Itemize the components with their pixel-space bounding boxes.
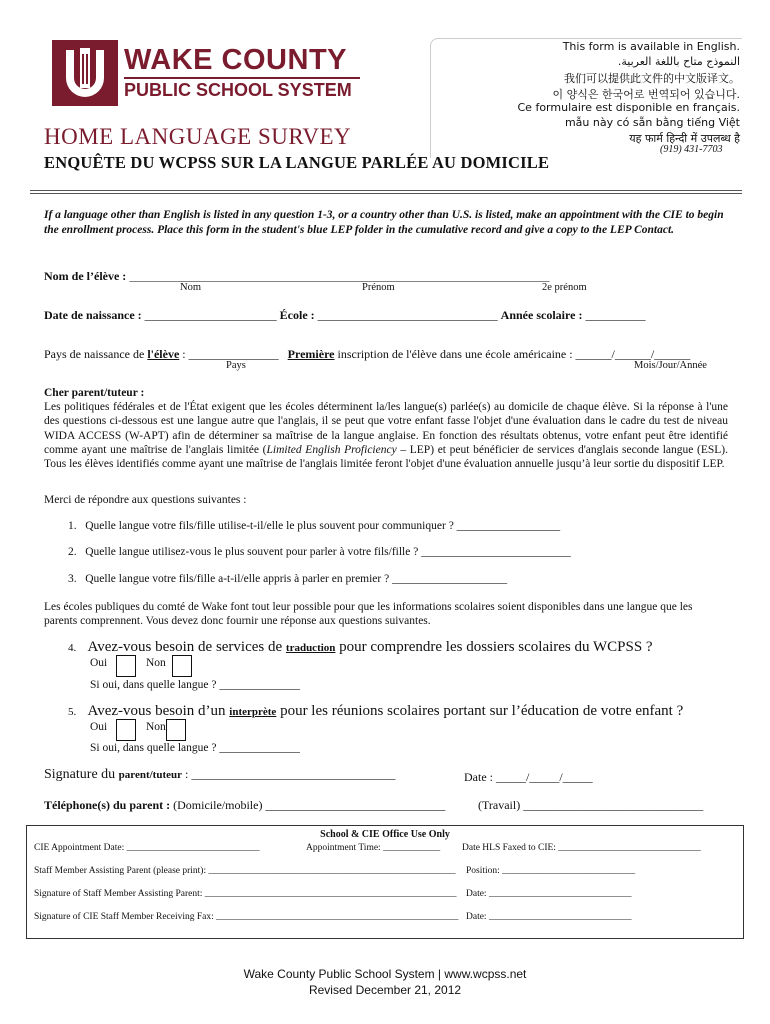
cie-appointment-date-field[interactable]: CIE Appointment Date: ____________________________ — [34, 843, 260, 853]
school-label: École : — [279, 308, 318, 322]
phone-number: (919) 431-7703 — [660, 144, 723, 155]
q4-oui-checkbox[interactable] — [116, 655, 136, 677]
footer-organization: Wake County Public School System | www.wcpss.net — [243, 967, 527, 981]
letter-body-em: Limited English Proficiency — [266, 443, 397, 456]
hls-faxed-date-field[interactable]: Date HLS Faxed to CIE: ______________________________ — [462, 843, 701, 853]
country-row — [44, 347, 690, 362]
dob-label: Date de naissance : — [44, 308, 145, 322]
home-phone-field[interactable]: (Domicile/mobile) ______________________________ — [173, 798, 446, 812]
parent-phone-row — [44, 798, 445, 813]
q5-underlined: interprète — [229, 706, 277, 718]
question-number: 3. — [68, 573, 77, 585]
first-enroll-field[interactable]: inscription de l'élève dans une école américaine : ______/______/______ — [334, 347, 691, 361]
sub-label-pays: Pays — [226, 360, 246, 371]
country-label: Pays de naissance de — [44, 347, 148, 361]
staff-notice: If a language other than English is listed in any question 1-3, or a country other than U.S. is listed, make an appointment with the CIE to begin the enrollment process. Place this form in the student's blue LEP folder in the cumulative record and give a copy to the LEP Contact. — [44, 209, 724, 236]
wcpss-logo-icon — [52, 40, 118, 106]
q5-text-b: pour les réunions scolaires portant sur l’éducation de votre enfant ? — [276, 703, 684, 719]
school-year-field[interactable]: __________ — [585, 308, 646, 322]
brand-divider — [124, 77, 360, 79]
lang-french: Ce formulaire est disponible en français. — [517, 101, 740, 114]
lang-hindi: यह फार्म हिन्दी में उपलब्ध है — [629, 132, 740, 145]
question-text: Quelle langue votre fils/fille utilise-t-il/elle le plus souvent pour communiquer ? __________________ — [85, 520, 561, 532]
page-subtitle: ENQUÊTE DU WCPSS SUR LA LANGUE PARLÉE AU DOMICILE — [44, 153, 550, 172]
signature-label-parent: parent/tuteur — [118, 769, 183, 781]
question-number: 4. — [68, 642, 77, 654]
lang-korean: 이 양식은 한국어로 번역되어 있습니다. — [552, 88, 740, 101]
sub-label-nom: Nom — [180, 282, 201, 293]
lang-arabic: .اﻟﻨﻤﻮذج ﻣﺘﺎح ﺑﺎﻟﻠﻐﺔ اﻟﻌﺮﺑﻴﺔ — [617, 55, 740, 68]
first-enroll-label-premiere: Première — [287, 347, 335, 361]
question-1[interactable] — [68, 520, 560, 532]
q5-language-field[interactable]: Si oui, dans quelle langue ? ______________ — [90, 742, 300, 754]
country-label-eleve: l'élève — [147, 347, 180, 361]
question-number: 1. — [68, 520, 77, 532]
letter-thanks: Merci de répondre aux questions suivantes : — [44, 494, 247, 506]
footer-revision-date: Revised December 21, 2012 — [308, 983, 462, 997]
country-label-colon: : — [179, 347, 189, 361]
q5-oui-label: Oui — [90, 721, 108, 733]
q4-oui-label: Oui — [90, 657, 108, 669]
lang-english: This form is available in English. — [562, 40, 740, 53]
question-2[interactable] — [68, 546, 571, 558]
parent-phone-label: Téléphone(s) du parent : — [44, 798, 174, 812]
letter-body-end: – LEP) et peut bénéficier de services d'anglais seconde langue (ESL). Tous les élèves identifiés comme ayant une maîtrise de l'anglais limitée feront l'objet d'une évaluation annuelle jusqu’à leur sortie du dispositif LEP. — [44, 443, 729, 471]
signature-row[interactable] — [44, 767, 395, 783]
sub-label-date: Mois/Jour/Année — [634, 360, 707, 371]
q5-oui-checkbox[interactable] — [116, 719, 136, 741]
q4-non-checkbox[interactable] — [172, 655, 192, 677]
schools-note: Les écoles publiques du comté de Wake font tout leur possible pour que les informations scolaires soient disponibles dans une langue que les parents comprennent. Vous devez donc fournir une réponse aux questions suivantes. — [44, 601, 693, 627]
country-field[interactable]: _______________ — [188, 347, 279, 361]
student-name-label: Nom de l’élève : — [44, 269, 130, 283]
question-text: Quelle langue votre fils/fille a-t-il/elle appris à parler en premier ? ____________________ — [85, 573, 508, 585]
q5-non-label: Non — [146, 721, 166, 733]
q4-underlined: traduction — [285, 642, 336, 654]
q4-text-b: pour comprendre les dossiers scolaires du WCPSS ? — [335, 639, 653, 655]
question-text: Quelle langue utilisez-vous le plus souvent pour parler à votre fils/fille ? __________________________ — [85, 546, 571, 558]
work-phone-field[interactable]: (Travail) ______________________________ — [478, 798, 704, 812]
question-4 — [68, 639, 653, 656]
page-title: HOME LANGUAGE SURVEY — [44, 124, 352, 149]
cie-staff-signature-field[interactable]: Signature of CIE Staff Member Receiving Fax: ___________________________________________________ — [34, 912, 459, 922]
letter-heading: Cher parent/tuteur : — [44, 387, 145, 399]
brand-subname: PUBLIC SCHOOL SYSTEM — [124, 80, 352, 100]
question-number: 2. — [68, 546, 77, 558]
signature-date-field[interactable]: Date : _____/_____/_____ — [464, 770, 593, 784]
signature-field[interactable]: : __________________________________ — [182, 767, 396, 781]
signature-label: Signature du — [44, 767, 119, 782]
school-field[interactable]: ______________________________ — [317, 308, 498, 322]
q5-text-a: Avez-vous besoin d’un — [87, 703, 230, 719]
q4-non-label: Non — [146, 657, 166, 669]
staff-member-name-field[interactable]: Staff Member Assisting Parent (please print): ____________________________________________________ — [34, 866, 456, 876]
office-heading: School & CIE Office Use Only — [320, 829, 450, 840]
staff-position-field[interactable]: Position: ____________________________ — [466, 866, 636, 876]
cie-staff-signature-date-field[interactable]: Date: ______________________________ — [466, 912, 632, 922]
question-5 — [68, 703, 683, 720]
brand-name: WAKE COUNTY — [124, 44, 347, 76]
q4-language-field[interactable]: Si oui, dans quelle langue ? ______________ — [90, 679, 300, 691]
dob-field[interactable]: ______________________ — [144, 308, 277, 322]
q4-text-a: Avez-vous besoin de services de — [87, 639, 286, 655]
sub-label-prenom2: 2e prénom — [542, 282, 587, 293]
q5-non-checkbox[interactable] — [166, 719, 186, 741]
question-3[interactable] — [68, 573, 507, 585]
staff-signature-date-field[interactable]: Date: ______________________________ — [466, 889, 632, 899]
header-divider — [30, 190, 742, 194]
appointment-time-field[interactable]: Appointment Time: ____________ — [306, 843, 441, 853]
student-name-field[interactable]: ____________________________________________________________________________________ — [129, 272, 550, 283]
lang-vietnamese: mẫu này có sẵn bằng tiếng Việt — [564, 116, 740, 129]
letter-body — [44, 400, 728, 471]
letter-body-text: Les politiques fédérales et de l'État exigent que les écoles déterminent la/les langue(s) parlée(s) au domicile de chaque élève. Si la réponse à l'une des questions ci-dessous est une langue autre que l'anglais, il se peut que votre enfant fasse l'objet d'une évaluation dans le cadre du test de niveau WIDA ACCESS (W-APT) afin de déterminer sa maîtrise de la langue anglaise. En fonction des résultats obtenus, votre enfant peut être identifié comme ayant une maîtrise de l'anglais limitée ( — [44, 401, 728, 456]
student-name-row — [44, 269, 549, 284]
dob-school-row — [44, 308, 645, 323]
sub-label-prenom: Prénom — [362, 282, 395, 293]
question-number: 5. — [68, 706, 77, 718]
lang-chinese: 我们可以提供此文件的中文版译文。 — [564, 72, 740, 85]
parent-letter — [44, 386, 728, 471]
school-year-label: Année scolaire : — [500, 308, 586, 322]
staff-signature-field[interactable]: Signature of Staff Member Assisting Parent: _____________________________________________________ — [34, 889, 457, 899]
